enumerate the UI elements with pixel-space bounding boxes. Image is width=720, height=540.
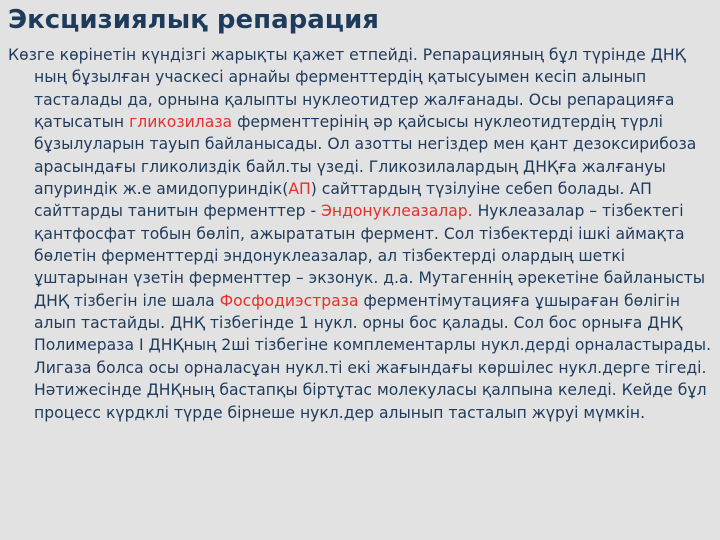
body-paragraph xyxy=(8,44,712,424)
highlighted-term-glycosylase: гликозилаза xyxy=(129,113,233,132)
text-segment: ферменттерінің әр қайсысы нуклеотидтердің түрлі бұзылуларын тауып байланысады. Ол азотты негіздер мен қант дезоксирибоза арасындағы гликолиздік байл.ты үзеді. Гликозилалардың ДНҚға жалғануы апуриндік ж.е амидопуриндік( xyxy=(34,113,697,199)
highlighted-term-ap: АП xyxy=(288,180,311,199)
text-segment: Көзге көрінетін күндізгі жарықты қажет етпейді. Репарацияның бұл түрінде ДНҚ ның бұзылған учаскесі арнайы ферменттердің қатысуымен кесіп алынып тасталады да, орнына қалыпты нуклеотидтер жалғанады. Осы репарацияға қатысатын xyxy=(8,46,686,132)
highlighted-term-endonucleases: Эндонуклеазалар. xyxy=(321,202,473,221)
text-segment: ферментімутацияға ұшыраған бөлігін алып тастайды. ДНҚ тізбегінде 1 нукл. орны бос қалады. Сол бос орныға ДНҚ Полимераза I ДНҚның 2ші тізбегіне комплементарлы нукл.дерді орналастырады. Лигаза болса осы орналасұан нукл.ті екі жағындағы көршілес нукл.дерге тігеді. Нәтижесінде ДНҚның бастапқы біртұтас молекуласы қалпына келеді. Кейде бұл процесс күрдклі түрде бірнеше нукл.дер алынып тасталып жүруі мүмкін. xyxy=(34,291,712,422)
highlighted-term-phosphodiesterase: Фосфодиэстраза xyxy=(219,291,359,310)
text-segment: Нуклеазалар – тізбектегі қантфосфат тобын бөліп, ажырататын фермент. Сол тізбектерді ішкі аймақта бөлетін ферменттерді эндонуклеазалар, ал тізбектерді олардың шеткі ұштарынан үзетін ферменттер – экзонук. д.а. Мутагеннің әрекетіне байланысты ДНҚ тізбегін іле шала xyxy=(34,202,706,310)
slide-title: Эксцизиялық репарация xyxy=(8,5,379,35)
text-segment: ) сайттардың түзілуіне себеп болады. АП сайттарды танитын ферменттер - xyxy=(34,180,652,221)
